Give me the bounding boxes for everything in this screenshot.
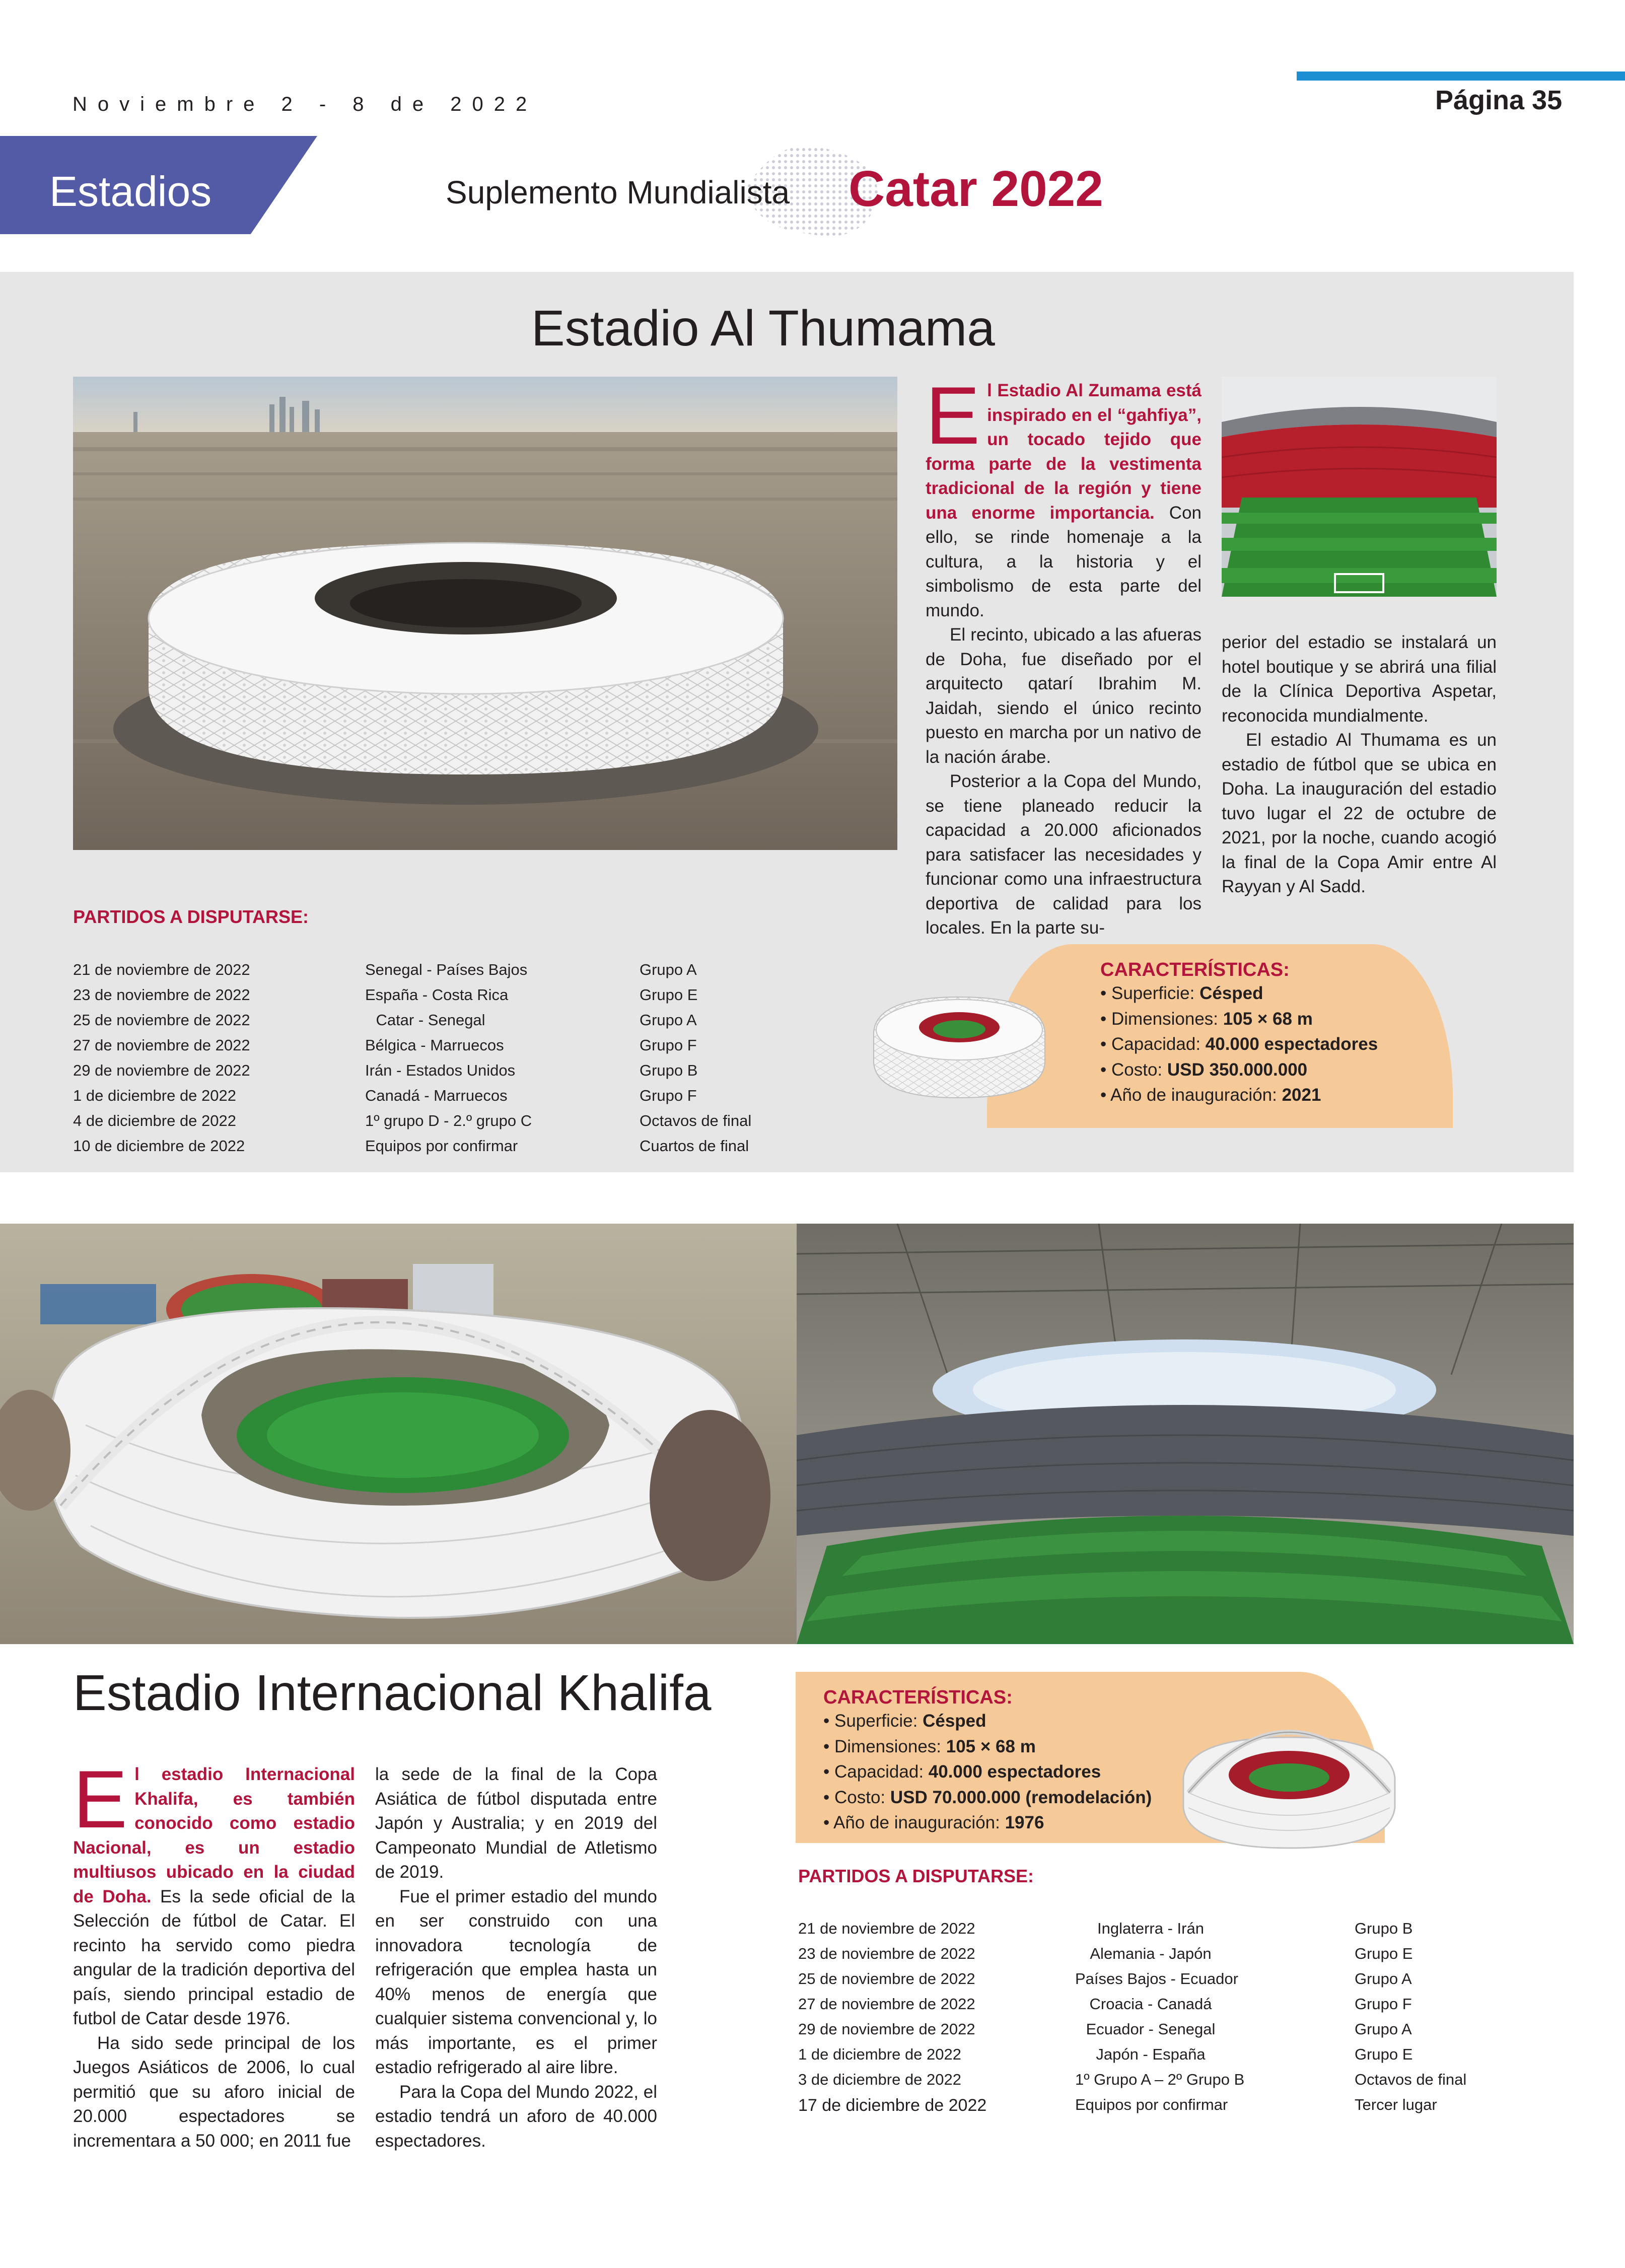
match-date: 4 de diciembre de 2022 bbox=[73, 1112, 237, 1129]
stadium1-features-list bbox=[1100, 981, 1443, 1108]
al-thumama-stadium-illustration bbox=[864, 977, 1055, 1108]
feature-dimensions bbox=[823, 1734, 1206, 1760]
match-teams: Japón - España bbox=[1096, 2045, 1206, 2063]
feature-surface bbox=[823, 1709, 1206, 1734]
al-thumama-interior-photo bbox=[1222, 377, 1497, 597]
feature-value: 105 × 68 m bbox=[1223, 1009, 1313, 1029]
match-date: 27 de noviembre de 2022 bbox=[73, 1036, 250, 1054]
stadium2-title: Estadio Internacional Khalifa bbox=[73, 1665, 712, 1721]
match-teams: Equipos por confirmar bbox=[365, 1137, 518, 1155]
stadium1-column-2 bbox=[1222, 630, 1497, 899]
feature-value: Césped bbox=[1199, 983, 1263, 1003]
table-row bbox=[73, 1137, 778, 1162]
stadium1-paragraph-3-continued: perior del estadio se instalará un hotel boutique y se abrirá una filial de la Clínica Deportiva Aspetar, reconocida mundialmente. bbox=[1222, 632, 1497, 726]
table-row bbox=[798, 2020, 1503, 2045]
stadium2-matches-table bbox=[798, 1920, 1503, 2131]
match-group: Grupo E bbox=[1355, 2045, 1413, 2063]
feature-label: Superficie: bbox=[1111, 983, 1200, 1003]
table-row bbox=[73, 1087, 778, 1112]
feature-label: Costo: bbox=[834, 1787, 890, 1807]
stadium1-lead-rest: Con ello, se rinde homenaje a la cultura, a la historia y el simbolismo de esta parte del mundo. bbox=[926, 503, 1202, 620]
feature-opening-year bbox=[823, 1810, 1206, 1836]
match-teams: Bélgica - Marruecos bbox=[365, 1036, 504, 1054]
table-row bbox=[798, 2045, 1503, 2071]
stadium2-features-title: CARACTERÍSTICAS: bbox=[823, 1687, 1013, 1708]
feature-capacity bbox=[823, 1759, 1206, 1785]
match-teams: Países Bajos - Ecuador bbox=[1075, 1970, 1238, 1988]
feature-cost bbox=[1100, 1057, 1443, 1083]
al-thumama-aerial-photo bbox=[73, 377, 897, 850]
stadium2-dropcap: E bbox=[73, 1754, 128, 1845]
table-row bbox=[73, 1036, 778, 1061]
stadium2-matches-title: PARTIDOS A DISPUTARSE: bbox=[798, 1866, 1034, 1886]
match-group: Grupo E bbox=[640, 986, 698, 1004]
table-row bbox=[798, 2071, 1503, 2096]
feature-value: USD 350.000.000 bbox=[1167, 1059, 1308, 1080]
match-date: 10 de diciembre de 2022 bbox=[73, 1137, 245, 1155]
match-teams: 1º Grupo A – 2º Grupo B bbox=[1075, 2071, 1245, 2088]
match-date: 25 de noviembre de 2022 bbox=[73, 1011, 250, 1029]
match-date: 21 de noviembre de 2022 bbox=[73, 961, 250, 978]
match-date: 21 de noviembre de 2022 bbox=[798, 1920, 975, 1937]
match-group: Grupo A bbox=[640, 961, 697, 978]
stadium1-lead: l Estadio Al Zumama está inspirado en el “gahfiya”, un tocado tejido que forma parte de la vestimenta tradicional de la región y tiene una enorme importancia. bbox=[926, 381, 1202, 523]
stadium2-paragraph-4: Para la Copa del Mundo 2022, el estadio tendrá un aforo de 40.000 espectadores. bbox=[375, 2082, 657, 2151]
match-teams: Irán - Estados Unidos bbox=[365, 1061, 516, 1079]
stadium2-paragraph-3: Fue el primer estadio del mundo en ser construido con una innovadora tecnología de refrigeración que emplea hasta un 40% menos de energía que cualquier sistema convencional y, lo más importante, es el primer estadio refrigerado al aire libre. bbox=[375, 1886, 657, 2077]
table-row bbox=[798, 1970, 1503, 1995]
feature-dimensions bbox=[1100, 1007, 1443, 1032]
match-group: Grupo B bbox=[640, 1061, 698, 1079]
feature-label: Superficie: bbox=[834, 1711, 923, 1731]
match-group: Cuartos de final bbox=[640, 1137, 749, 1155]
feature-label: Año de inauguración: bbox=[1110, 1085, 1282, 1105]
match-date: 27 de noviembre de 2022 bbox=[798, 1995, 975, 2013]
stadium1-paragraph-2: El recinto, ubicado a las afueras de Doha, fue diseñado por el arquitecto qatarí Ibrahim M. Jaidah, siendo el único recinto puesto en marcha por un nativo de la nación árabe. bbox=[926, 625, 1202, 767]
supplement-brand: Catar 2022 bbox=[849, 161, 1103, 217]
table-row bbox=[73, 986, 778, 1011]
feature-label: Costo: bbox=[1111, 1059, 1167, 1080]
khalifa-interior-photo bbox=[797, 1224, 1574, 1644]
stadium1-features-title: CARACTERÍSTICAS: bbox=[1100, 959, 1290, 980]
match-date: 29 de noviembre de 2022 bbox=[73, 1061, 250, 1079]
feature-label: Capacidad: bbox=[1111, 1034, 1206, 1054]
match-date: 25 de noviembre de 2022 bbox=[798, 1970, 975, 1988]
match-group: Grupo F bbox=[1355, 1995, 1412, 2013]
match-teams: Catar - Senegal bbox=[376, 1011, 485, 1029]
match-teams: Senegal - Países Bajos bbox=[365, 961, 528, 978]
feature-value: 40.000 espectadores bbox=[1205, 1034, 1378, 1054]
match-group: Octavos de final bbox=[640, 1112, 752, 1129]
stadium2-column-1 bbox=[73, 1754, 356, 2153]
feature-label: Capacidad: bbox=[834, 1762, 929, 1782]
supplement-title: Suplemento Mundialista bbox=[446, 174, 790, 210]
match-date: 3 de diciembre de 2022 bbox=[798, 2071, 962, 2088]
feature-surface bbox=[1100, 981, 1443, 1007]
table-row bbox=[73, 1011, 778, 1036]
match-teams: España - Costa Rica bbox=[365, 986, 509, 1004]
match-date: 1 de diciembre de 2022 bbox=[73, 1087, 237, 1104]
match-teams: Croacia - Canadá bbox=[1089, 1995, 1212, 2013]
stadium2-features bbox=[823, 1687, 1206, 1836]
khalifa-aerial-photo bbox=[0, 1224, 797, 1644]
feature-label: Año de inauguración: bbox=[833, 1813, 1005, 1832]
stadium1-title: Estadio Al Thumama bbox=[531, 300, 995, 357]
feature-value: 1976 bbox=[1005, 1813, 1044, 1832]
feature-capacity bbox=[1100, 1032, 1443, 1057]
khalifa-stadium-illustration bbox=[1168, 1692, 1410, 1858]
stadium1-column-1 bbox=[926, 370, 1202, 941]
match-date: 17 de diciembre de 2022 bbox=[798, 2096, 987, 2115]
table-row bbox=[73, 1061, 778, 1087]
stadium2-lead-rest: Es la sede oficial de la Selección de fútbol de Catar. El recinto ha servido como piedra angular de la tradición deportiva del país, siendo principal estadio de futbol de Catar desde 1976. bbox=[73, 1886, 356, 2028]
feature-opening-year bbox=[1100, 1083, 1443, 1108]
match-group: Grupo F bbox=[640, 1087, 697, 1104]
stadium1-matches-title: PARTIDOS A DISPUTARSE: bbox=[73, 906, 309, 927]
stadium1-matches-table bbox=[73, 961, 778, 1162]
feature-value: 40.000 espectadores bbox=[928, 1762, 1101, 1782]
match-group: Grupo B bbox=[1355, 1920, 1413, 1937]
feature-value: 2021 bbox=[1282, 1085, 1321, 1105]
match-teams: Canadá - Marruecos bbox=[365, 1087, 508, 1104]
match-group: Grupo A bbox=[1355, 2020, 1412, 2038]
issue-date: Noviembre 2 - 8 de 2022 bbox=[73, 93, 538, 115]
match-group: Octavos de final bbox=[1355, 2071, 1467, 2088]
stadium1-paragraph-3: Posterior a la Copa del Mundo, se tiene planeado reducir la capacidad a 20.000 aficionados para satisfacer las necesidades y funcionar como una infraestructura deportiva de calidad para los locales. En la parte su- bbox=[926, 771, 1202, 938]
match-group: Grupo E bbox=[1355, 1945, 1413, 1962]
match-teams: Alemania - Japón bbox=[1090, 1945, 1212, 1962]
match-date: 23 de noviembre de 2022 bbox=[798, 1945, 975, 1962]
stadium2-column-2 bbox=[375, 1762, 657, 2153]
match-group: Tercer lugar bbox=[1355, 2096, 1437, 2113]
stadium1-paragraph-4: El estadio Al Thumama es un estadio de fútbol que se ubica en Doha. La inauguración del estadio tuvo lugar el 22 de octubre de 2021, por la noche, cuando acogió la final de la Copa Amir entre Al Rayyan y Al Sadd. bbox=[1222, 730, 1497, 896]
feature-value: USD 70.000.000 (remodelación) bbox=[890, 1787, 1152, 1807]
stadium1-dropcap: E bbox=[926, 370, 980, 461]
match-date: 1 de diciembre de 2022 bbox=[798, 2045, 962, 2063]
match-teams: Ecuador - Senegal bbox=[1086, 2020, 1216, 2038]
match-group: Grupo F bbox=[640, 1036, 697, 1054]
feature-cost bbox=[823, 1785, 1206, 1811]
stadium1-features bbox=[1100, 959, 1443, 1108]
stadium2-paragraph-2-continued: la sede de la final de la Copa Asiática de fútbol disputada entre Japón y Australia; y en 2019 del Campeonato Mundial de Atletismo de 2019. bbox=[375, 1764, 657, 1882]
match-group: Grupo A bbox=[640, 1011, 697, 1029]
feature-label: Dimensiones: bbox=[1111, 1009, 1223, 1029]
stadium2-lead-paragraph bbox=[73, 1754, 356, 2031]
table-row bbox=[73, 1112, 778, 1137]
table-row bbox=[798, 2096, 1503, 2121]
section-label: Estadios bbox=[49, 168, 212, 215]
stadium2-paragraph-2: Ha sido sede principal de los Juegos Asiáticos de 2006, lo cual permitió que su aforo inicial de 20.000 espectadores se incrementara a 50 000; en 2011 fue bbox=[73, 2033, 355, 2151]
header-accent-line bbox=[1297, 72, 1625, 81]
table-row bbox=[798, 1920, 1503, 1945]
feature-label: Dimensiones: bbox=[834, 1736, 946, 1756]
feature-value: Césped bbox=[923, 1711, 986, 1731]
stadium2-features-list bbox=[823, 1709, 1206, 1836]
table-row bbox=[798, 1945, 1503, 1970]
match-group: Grupo A bbox=[1355, 1970, 1412, 1988]
table-row bbox=[73, 961, 778, 986]
match-date: 29 de noviembre de 2022 bbox=[798, 2020, 975, 2038]
match-date: 23 de noviembre de 2022 bbox=[73, 986, 250, 1004]
page-number: Página 35 bbox=[1435, 85, 1563, 115]
feature-value: 105 × 68 m bbox=[946, 1736, 1036, 1756]
match-teams: 1º grupo D - 2.º grupo C bbox=[365, 1112, 532, 1129]
match-teams: Equipos por confirmar bbox=[1075, 2096, 1228, 2113]
table-row bbox=[798, 1995, 1503, 2020]
stadium1-lead-paragraph bbox=[926, 370, 1202, 623]
match-teams: Inglaterra - Irán bbox=[1097, 1920, 1204, 1937]
stadium2-lead: l estadio Internacional Khalifa, es también conocido como estadio Nacional, es un estadio multiusos ubicado en la ciudad de Doha. bbox=[73, 1764, 355, 1906]
